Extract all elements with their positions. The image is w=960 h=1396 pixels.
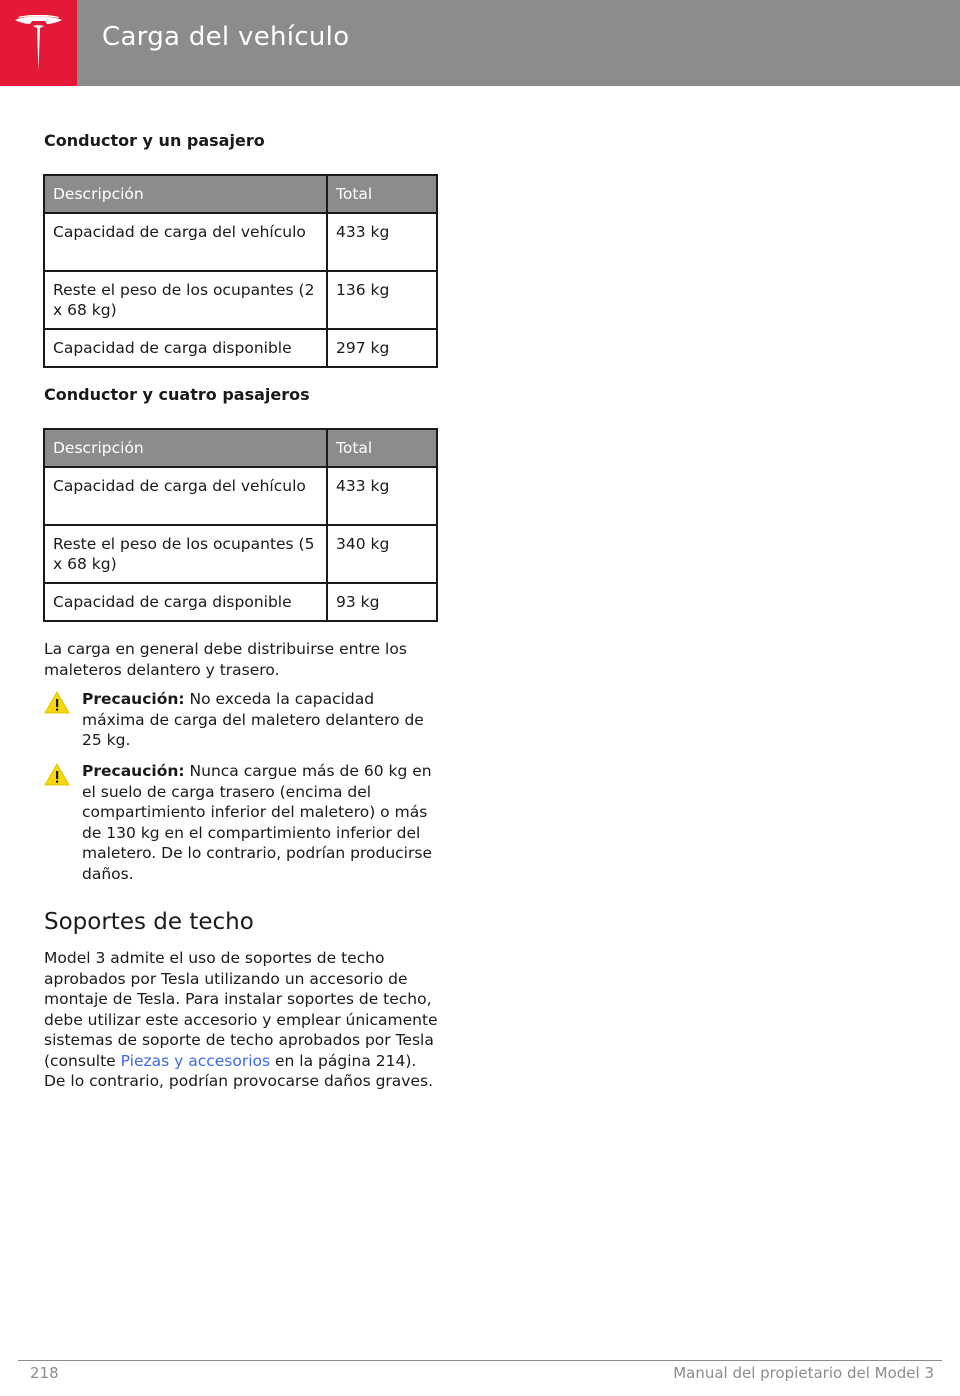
caution-text	[82, 689, 432, 751]
table-cell-total: 433 kg	[327, 213, 437, 271]
table-header-row	[44, 429, 437, 467]
load-table-one-passenger	[43, 174, 438, 368]
table-cell-description: Reste el peso de los ocupantes (5 x 68 kg)	[44, 525, 327, 583]
roof-racks-text-end: en la página 214). De lo contrario, podrían provocarse daños graves.	[44, 1051, 434, 1090]
table-cell-total: 93 kg	[327, 583, 437, 621]
table-row	[44, 525, 437, 583]
section-title-one-passenger: Conductor y un pasajero	[44, 131, 265, 150]
caution-text	[82, 761, 432, 884]
manual-title: Manual del propietario del Model 3	[673, 1364, 934, 1382]
column-header-description: Descripción	[44, 429, 327, 467]
table-cell-total: 136 kg	[327, 271, 437, 329]
table-cell-description: Capacidad de carga del vehículo	[44, 213, 327, 271]
table-cell-total: 340 kg	[327, 525, 437, 583]
tesla-logo	[0, 0, 77, 86]
column-header-description: Descripción	[44, 175, 327, 213]
page-header	[0, 0, 960, 86]
page-title: Carga del vehículo	[102, 22, 350, 52]
tesla-logo-icon	[14, 15, 63, 71]
column-header-total: Total	[327, 175, 437, 213]
load-table-four-passengers	[43, 428, 438, 622]
parts-accessories-link[interactable]: Piezas y accesorios	[120, 1051, 271, 1070]
table-cell-total: 297 kg	[327, 329, 437, 367]
caution-front-trunk	[44, 689, 439, 753]
warning-icon	[44, 691, 70, 714]
footer-divider	[18, 1360, 942, 1361]
table-row	[44, 467, 437, 525]
caution-body: No exceda la capacidad máxima de carga del maletero delantero de 25 kg.	[82, 690, 424, 749]
table-cell-total: 433 kg	[327, 467, 437, 525]
caution-label: Precaución:	[82, 762, 185, 780]
table-row	[44, 329, 437, 367]
load-distribution-paragraph: La carga en general debe distribuirse entre los maleteros delantero y trasero.	[44, 640, 407, 679]
table-cell-description: Capacidad de carga del vehículo	[44, 467, 327, 525]
page-number: 218	[30, 1364, 59, 1382]
table-row	[44, 583, 437, 621]
table-cell-description: Capacidad de carga disponible	[44, 583, 327, 621]
roof-racks-heading: Soportes de techo	[44, 909, 254, 935]
caution-body: Nunca cargue más de 60 kg en el suelo de carga trasero (encima del compartimiento inferior del maletero) o más de 130 kg en el compartimiento inferior del maletero. De lo contrario, podrían producirse daños.	[82, 762, 432, 883]
column-header-total: Total	[327, 429, 437, 467]
table-row	[44, 271, 437, 329]
roof-racks-text: Model 3 admite el uso de soportes de techo aprobados por Tesla utilizando un accesorio de montaje de Tesla. Para instalar soportes de techo, debe utilizar este accesorio y emplear únicamente sistemas de soporte de techo aprobados por Tesla (consulte	[44, 949, 438, 1070]
table-row	[44, 213, 437, 271]
table-cell-description: Capacidad de carga disponible	[44, 329, 327, 367]
section-title-four-passengers: Conductor y cuatro pasajeros	[44, 385, 310, 404]
caution-label: Precaución:	[82, 690, 185, 708]
table-header-row	[44, 175, 437, 213]
warning-icon	[44, 763, 70, 786]
caution-rear-trunk	[44, 761, 439, 885]
roof-racks-paragraph	[44, 948, 439, 1092]
table-cell-description: Reste el peso de los ocupantes (2 x 68 kg)	[44, 271, 327, 329]
